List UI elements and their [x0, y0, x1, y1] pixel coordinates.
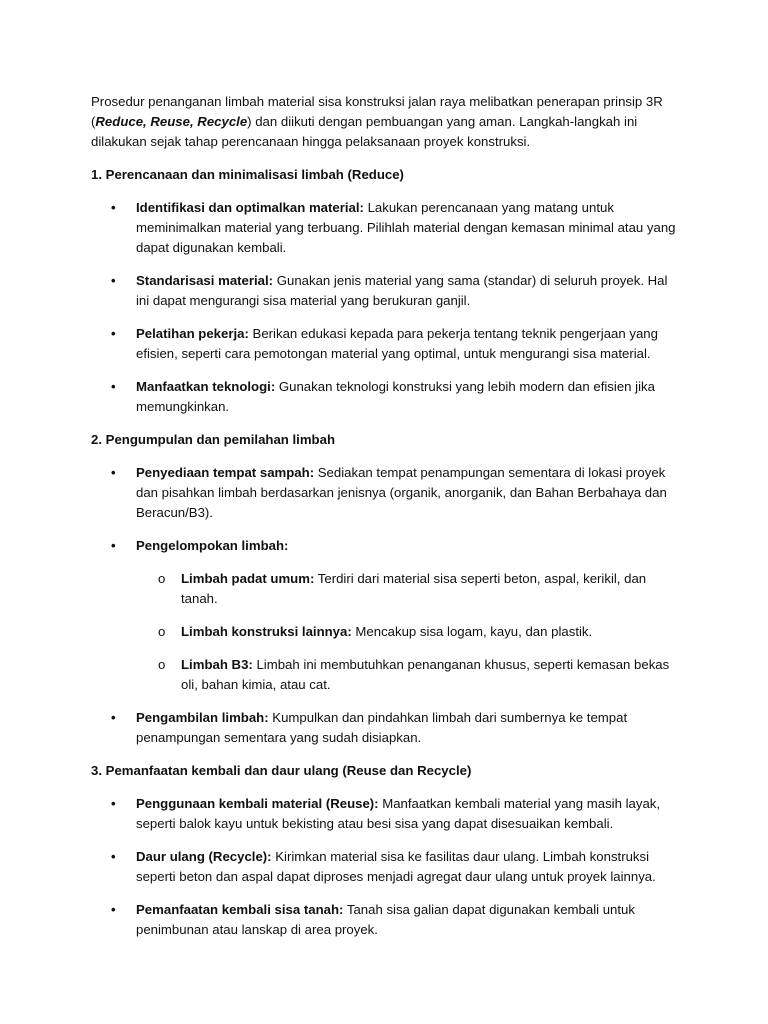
bullet-icon: • [111, 200, 116, 215]
intro-text-end: ) dan diikuti dengan pembuangan yang aman. Langkah-langkah ini dilakukan sejak tahap perencanaan hingga pelaksanaan proyek konstruksi. [91, 114, 638, 149]
document-body [91, 92, 681, 953]
item-text: Kirimkan material sisa ke fasilitas daur ulang. Limbah konstruksi seperti beton dan aspal dapat diproses menjadi agregat daur ulang untuk proyek lainnya. [136, 849, 656, 884]
list-item [91, 536, 681, 695]
list-item [91, 198, 681, 258]
subitem-text: Limbah ini membutuhkan penanganan khusus, seperti kemasan bekas oli, bahan kimia, atau cat. [181, 657, 670, 692]
bullet-icon: • [111, 379, 116, 394]
item-text: Berikan edukasi kepada para pekerja tentang teknik pengerjaan yang efisien, seperti cara pemotongan material yang optimal, untuk mengurangi sisa material. [136, 326, 658, 361]
subitem-text: Mencakup sisa logam, kayu, dan plastik. [351, 624, 593, 639]
list-item [91, 900, 681, 940]
list-item [91, 377, 681, 417]
waste-group-sublist [136, 569, 681, 695]
section-heading-reduce: 1. Perencanaan dan minimalisasi limbah (Reduce) [91, 167, 404, 182]
item-label: Pengelompokan limbah: [136, 538, 289, 553]
subitem-text: Terdiri dari material sisa seperti beton, aspal, kerikil, dan tanah. [181, 571, 647, 606]
item-text: Sediakan tempat penampungan sementara di lokasi proyek dan pisahkan limbah berdasarkan jenisnya (organik, anorganik, dan Bahan Berbahaya dan Beracun/B3). [136, 465, 667, 520]
item-label: Daur ulang (Recycle): [136, 849, 272, 864]
sublist-item [136, 622, 681, 642]
item-text: Gunakan teknologi konstruksi yang lebih modern dan efisien jika memungkinkan. [136, 379, 655, 414]
bullet-icon: • [111, 849, 116, 864]
list-item [91, 794, 681, 834]
sublist-item [136, 655, 681, 695]
subitem-label: Limbah B3: [181, 657, 253, 672]
item-text: Manfaatkan kembali material yang masih layak, seperti balok kayu untuk bekisting atau besi sisa yang dapat disesuaikan kembali. [136, 796, 661, 831]
reuse-term: Reuse [150, 114, 190, 129]
subitem-label: Limbah padat umum: [181, 571, 315, 586]
intro-text-start: Prosedur penanganan limbah material sisa konstruksi jalan raya melibatkan penerapan prinsip 3R ( [91, 94, 663, 129]
recycle-term: Recycle [197, 114, 248, 129]
sub-bullet-icon: o [158, 657, 166, 672]
list-item [91, 847, 681, 887]
item-label: Pemanfaatan kembali sisa tanah: [136, 902, 344, 917]
subitem-label: Limbah konstruksi lainnya: [181, 624, 352, 639]
collection-list [91, 463, 681, 748]
item-text: Lakukan perencanaan yang matang untuk meminimalkan material yang terbuang. Pilihlah material dengan kemasan minimal atau yang dapat digunakan kembali. [136, 200, 676, 255]
section-heading-reuse-recycle: 3. Pemanfaatan kembali dan daur ulang (Reuse dan Recycle) [91, 763, 472, 778]
sub-bullet-icon: o [158, 624, 166, 639]
bullet-icon: • [111, 538, 116, 553]
reduce-term: Reduce [95, 114, 144, 129]
item-text: Tanah sisa galian dapat digunakan kembali untuk penimbunan atau lanskap di area proyek. [136, 902, 635, 937]
list-item [91, 463, 681, 523]
term-separator: , [189, 114, 198, 129]
intro-paragraph [91, 92, 681, 152]
sublist-item [136, 569, 681, 609]
item-label: Pengambilan limbah: [136, 710, 269, 725]
bullet-icon: • [111, 796, 116, 811]
term-separator: , [143, 114, 151, 129]
item-label: Pelatihan pekerja: [136, 326, 249, 341]
bullet-icon: • [111, 273, 116, 288]
section-heading-collection: 2. Pengumpulan dan pemilahan limbah [91, 432, 336, 447]
item-text: Gunakan jenis material yang sama (standar) di seluruh proyek. Hal ini dapat mengurangi sisa material yang berukuran ganjil. [136, 273, 668, 308]
bullet-icon: • [111, 710, 116, 725]
item-label: Penyediaan tempat sampah: [136, 465, 315, 480]
bullet-icon: • [111, 902, 116, 917]
reduce-list [91, 198, 681, 417]
item-label: Penggunaan kembali material (Reuse): [136, 796, 379, 811]
reuse-recycle-list [91, 794, 681, 940]
list-item [91, 271, 681, 311]
item-label: Identifikasi dan optimalkan material: [136, 200, 364, 215]
item-label: Standarisasi material: [136, 273, 274, 288]
list-item [91, 708, 681, 748]
list-item [91, 324, 681, 364]
item-text: Kumpulkan dan pindahkan limbah dari sumbernya ke tempat penampungan sementara yang sudah disiapkan. [136, 710, 628, 745]
bullet-icon: • [111, 465, 116, 480]
item-label: Manfaatkan teknologi: [136, 379, 276, 394]
sub-bullet-icon: o [158, 571, 166, 586]
bullet-icon: • [111, 326, 116, 341]
